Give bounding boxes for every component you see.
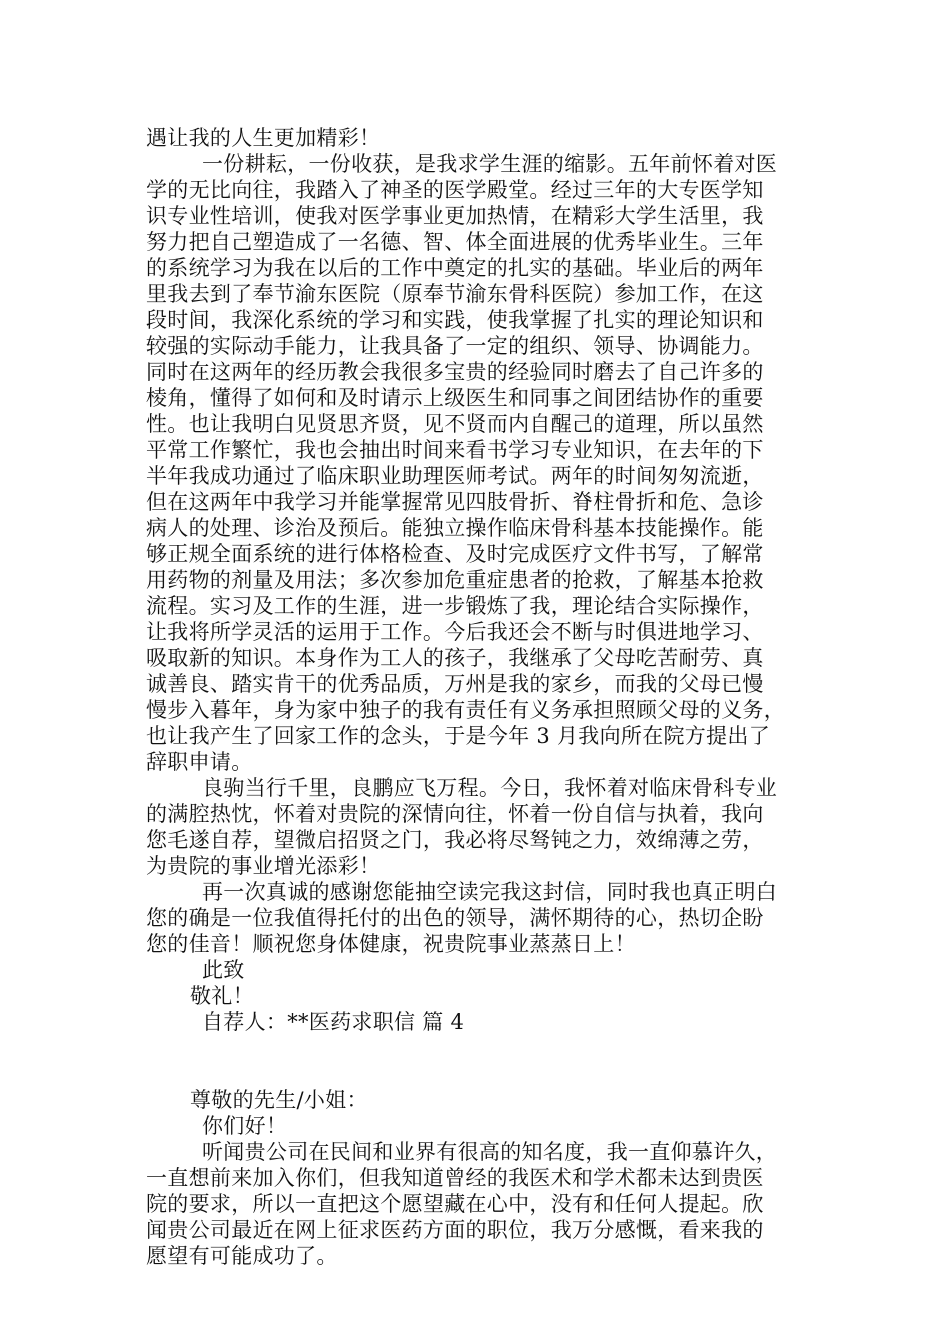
text-line: 院的要求，所以一直把这个愿望藏在心中，没有和任何人提起。欣 [146, 1192, 764, 1216]
text-line: 此致 [202, 958, 245, 982]
text-line: 敬礼！ [190, 984, 254, 1008]
text-line: 遇让我的人生更加精彩！ [146, 126, 381, 150]
text-line: 你们好！ [202, 1114, 288, 1138]
text-line: 再一次真诚的感谢您能抽空读完我这封信，同时我也真正明白 [202, 880, 778, 904]
text-line: 够正规全面系统的进行体格检查、及时完成医疗文件书写，了解常 [146, 542, 764, 566]
text-line: 您毛遂自荐，望微启招贤之门，我必将尽驽钝之力，效绵薄之劳， [146, 828, 764, 852]
text-line: 为贵院的事业增光添彩！ [146, 854, 381, 878]
text-line: 一直想前来加入你们，但我知道曾经的我医术和学术都未达到贵医 [146, 1166, 764, 1190]
text-line: 尊敬的先生/小姐： [190, 1088, 368, 1112]
text-line: 性。也让我明白见贤思齐贤，见不贤而内自醒己的道理，所以虽然 [146, 412, 764, 436]
text-line: 流程。实习及工作的生涯，进一步锻炼了我，理论结合实际操作， [146, 594, 764, 618]
text-line: 较强的实际动手能力，让我具备了一定的组织、领导、协调能力。 [146, 334, 764, 358]
text-line: 辞职申请。 [146, 750, 253, 774]
text-line: 识专业性培训，使我对医学事业更加热情，在精彩大学生活里，我 [146, 204, 764, 228]
text-line: 但在这两年中我学习并能掌握常见四肢骨折、脊柱骨折和危、急诊 [146, 490, 764, 514]
text-line: 半年我成功通过了临床职业助理医师考试。两年的时间匆匆流逝， [146, 464, 764, 488]
text-line: 良驹当行千里，良鹏应飞万程。今日，我怀着对临床骨科专业 [202, 776, 778, 800]
text-line: 病人的处理、诊治及预后。能独立操作临床骨科基本技能操作。能 [146, 516, 764, 540]
text-line: 的系统学习为我在以后的工作中奠定的扎实的基础。毕业后的两年 [146, 256, 764, 280]
text-line: 愿望有可能成功了。 [146, 1244, 338, 1268]
text-line: 努力把自己塑造成了一名德、智、体全面进展的优秀毕业生。三年 [146, 230, 764, 254]
text-line: 吸取新的知识。本身作为工人的孩子，我继承了父母吃苦耐劳、真 [146, 646, 764, 670]
text-line: 段时间，我深化系统的学习和实践，使我掌握了扎实的理论知识和 [146, 308, 764, 332]
text-line: 里我去到了奉节渝东医院（原奉节渝东骨科医院）参加工作，在这 [146, 282, 764, 306]
text-line: 棱角，懂得了如何和及时请示上级医生和同事之间团结协作的重要 [146, 386, 764, 410]
text-line: 闻贵公司最近在网上征求医药方面的职位，我万分感慨，看来我的 [146, 1218, 764, 1242]
text-line: 让我将所学灵活的运用于工作。今后我还会不断与时俱进地学习、 [146, 620, 764, 644]
text-line: 诚善良、踏实肯干的优秀品质，万州是我的家乡，而我的父母已慢 [146, 672, 764, 696]
text-line: 用药物的剂量及用法；多次参加危重症患者的抢救，了解基本抢救 [146, 568, 764, 592]
text-line: 自荐人：**医药求职信 篇 4 [202, 1010, 465, 1034]
text-line: 听闻贵公司在民间和业界有很高的知名度，我一直仰慕许久， [202, 1140, 778, 1164]
text-line: 您的确是一位我值得托付的出色的领导，满怀期待的心，热切企盼 [146, 906, 764, 930]
text-line: 也让我产生了回家工作的念头，于是今年 3 月我向所在院方提出了 [146, 724, 771, 748]
text-line: 慢步入暮年，身为家中独子的我有责任有义务承担照顾父母的义务， [146, 698, 785, 722]
text-line: 学的无比向往，我踏入了神圣的医学殿堂。经过三年的大专医学知 [146, 178, 764, 202]
text-line: 同时在这两年的经历教会我很多宝贵的经验同时磨去了自己许多的 [146, 360, 764, 384]
text-line: 的满腔热忱，怀着对贵院的深情向往，怀着一份自信与执着，我向 [146, 802, 764, 826]
text-line: 您的佳音！顺祝您身体健康，祝贵院事业蒸蒸日上！ [146, 932, 636, 956]
text-line: 平常工作繁忙，我也会抽出时间来看书学习专业知识，在去年的下 [146, 438, 764, 462]
text-line: 一份耕耘，一份收获，是我求学生涯的缩影。五年前怀着对医 [202, 152, 778, 176]
